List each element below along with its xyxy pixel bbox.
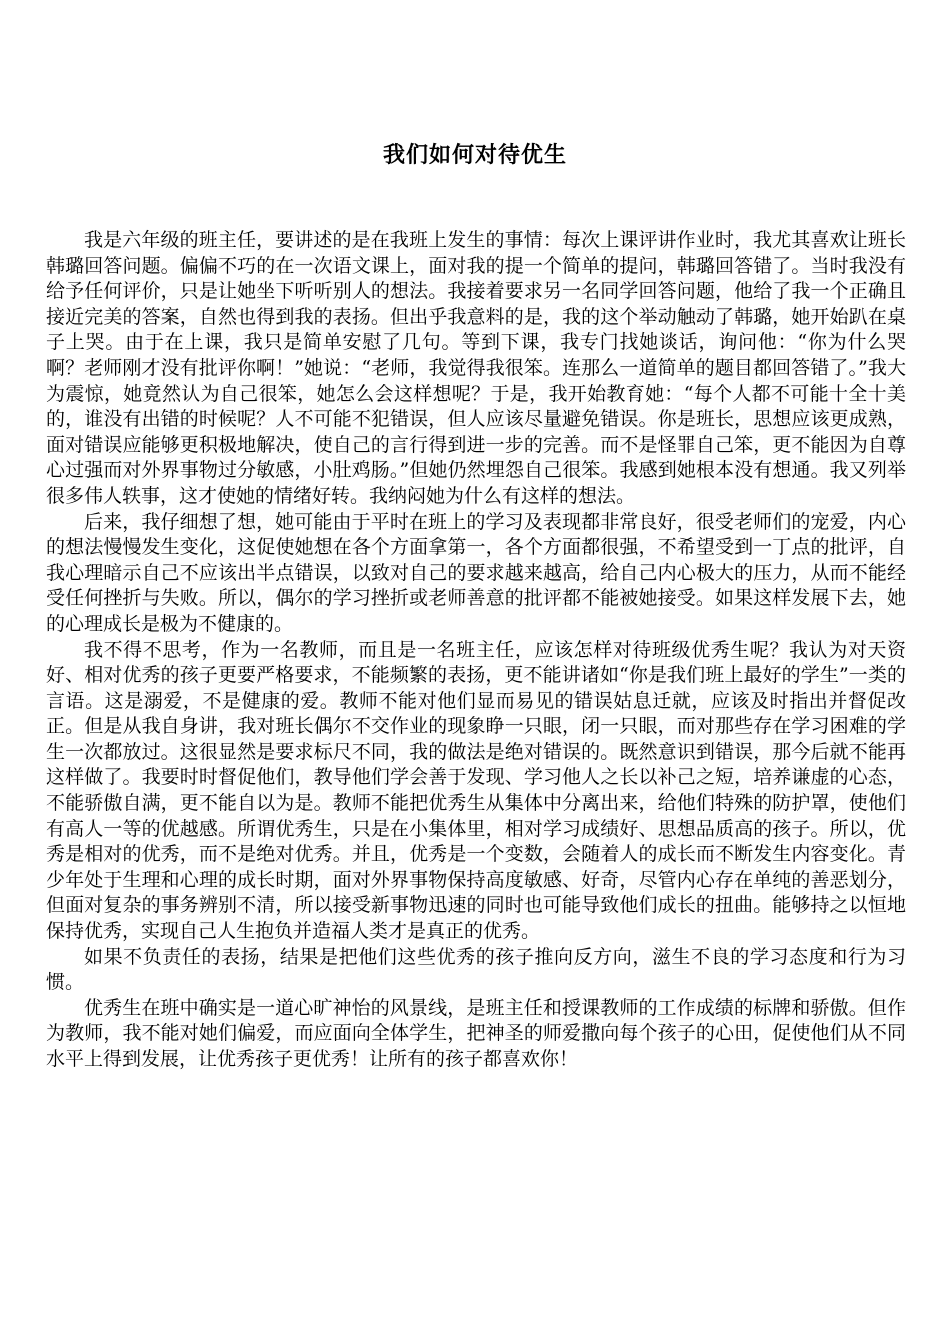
paragraph-1: 我是六年级的班主任，要讲述的是在我班上发生的事情：每次上课评讲作业时，我尤其喜欢让班长韩璐回答问题。偏偏不巧的在一次语文课上，面对我的提一个简单的提问，韩璐回答错了。当时我没有给予任何评价，只是让她坐下听听别人的想法。我接着要求另一名同学回答问题，他给了我一个正确且接近完美的答案，自然也得到我的表扬。但出乎我意料的是，我的这个举动触动了韩璐，她开始趴在桌子上哭。由于在上课，我只是简单安慰了几句。等到下课，我专门找她谈话，询问他：“你为什么哭啊？老师刚才没有批评你啊！”她说：“老师，我觉得我很笨。连那么一道简单的题目都回答错了。”我大为震惊，她竟然认为自己很笨，她怎么会这样想呢？于是，我开始教育她：“每个人都不可能十全十美的，谁没有出错的时候呢？人不可能不犯错误，但人应该尽量避免错误。你是班长，思想应该更成熟，面对错误应能够更积极地解决，使自己的言行得到进一步的完善。而不是怪罪自己笨，更不能因为自尊心过强而对外界事物过分敏感，小肚鸡肠。”但她仍然埋怨自己很笨。我感到她根本没有想通。我又列举很多伟人轶事，这才使她的情绪好转。我纳闷她为什么有这样的想法。 — [46, 229, 906, 507]
paragraph-5: 优秀生在班中确实是一道心旷神怡的风景线，是班主任和授课教师的工作成绩的标牌和骄傲。但作为教师，我不能对她们偏爱，而应面向全体学生，把神圣的师爱撒向每个孩子的心田，促使他们从不同水平上得到发展，让优秀孩子更优秀！让所有的孩子都喜欢你！ — [46, 996, 906, 1070]
paragraph-4: 如果不负责任的表扬，结果是把他们这些优秀的孩子推向反方向，滋生不良的学习态度和行为习惯。 — [46, 945, 906, 994]
document-title: 我们如何对待优生 — [382, 143, 567, 168]
document-body — [46, 228, 906, 1073]
paragraph-3: 我不得不思考，作为一名教师，而且是一名班主任，应该怎样对待班级优秀生呢？我认为对天资好、相对优秀的孩子更要严格要求，不能频繁的表扬，更不能讲诸如“你是我们班上最好的学生”一类的言语。这是溺爱，不是健康的爱。教师不能对他们显而易见的错误姑息迁就，应该及时指出并督促改正。但是从我自身讲，我对班长偶尔不交作业的现象睁一只眼，闭一只眼，而对那些存在学习困难的学生一次都放过。这很显然是要求标尺不同，我的做法是绝对错误的。既然意识到错误，那今后就不能再这样做了。我要时时督促他们，教导他们学会善于发现、学习他人之长以补己之短，培养谦虚的心态，不能骄傲自满，更不能自以为是。教师不能把优秀生从集体中分离出来，给他们特殊的防护罩，使他们有高人一等的优越感。所谓优秀生，只是在小集体里，相对学习成绩好、思想品质高的孩子。所以，优秀是相对的优秀，而不是绝对优秀。并且，优秀是一个变数，会随着人的成长而不断发生内容变化。青少年处于生理和心理的成长时期，面对外界事物保持高度敏感、好奇，尽管内心存在单纯的善恶划分，但面对复杂的事务辨别不清，所以接受新事物迅速的同时也可能导致他们成长的扭曲。能够持之以恒地保持优秀，实现自己人生抱负并造福人类才是真正的优秀。 — [46, 638, 906, 943]
paragraph-2: 后来，我仔细想了想，她可能由于平时在班上的学习及表现都非常良好，很受老师们的宠爱，内心的想法慢慢发生变化，这促使她想在各个方面拿第一，各个方面都很强，不希望受到一丁点的批评，自我心理暗示自己不应该出半点错误，以致对自己的要求越来越高，给自己内心极大的压力，从而不能经受任何挫折与失败。所以，偶尔的学习挫折或老师善意的批评都不能被她接受。如果这样发展下去，她的心理成长是极为不健康的。 — [46, 510, 906, 635]
